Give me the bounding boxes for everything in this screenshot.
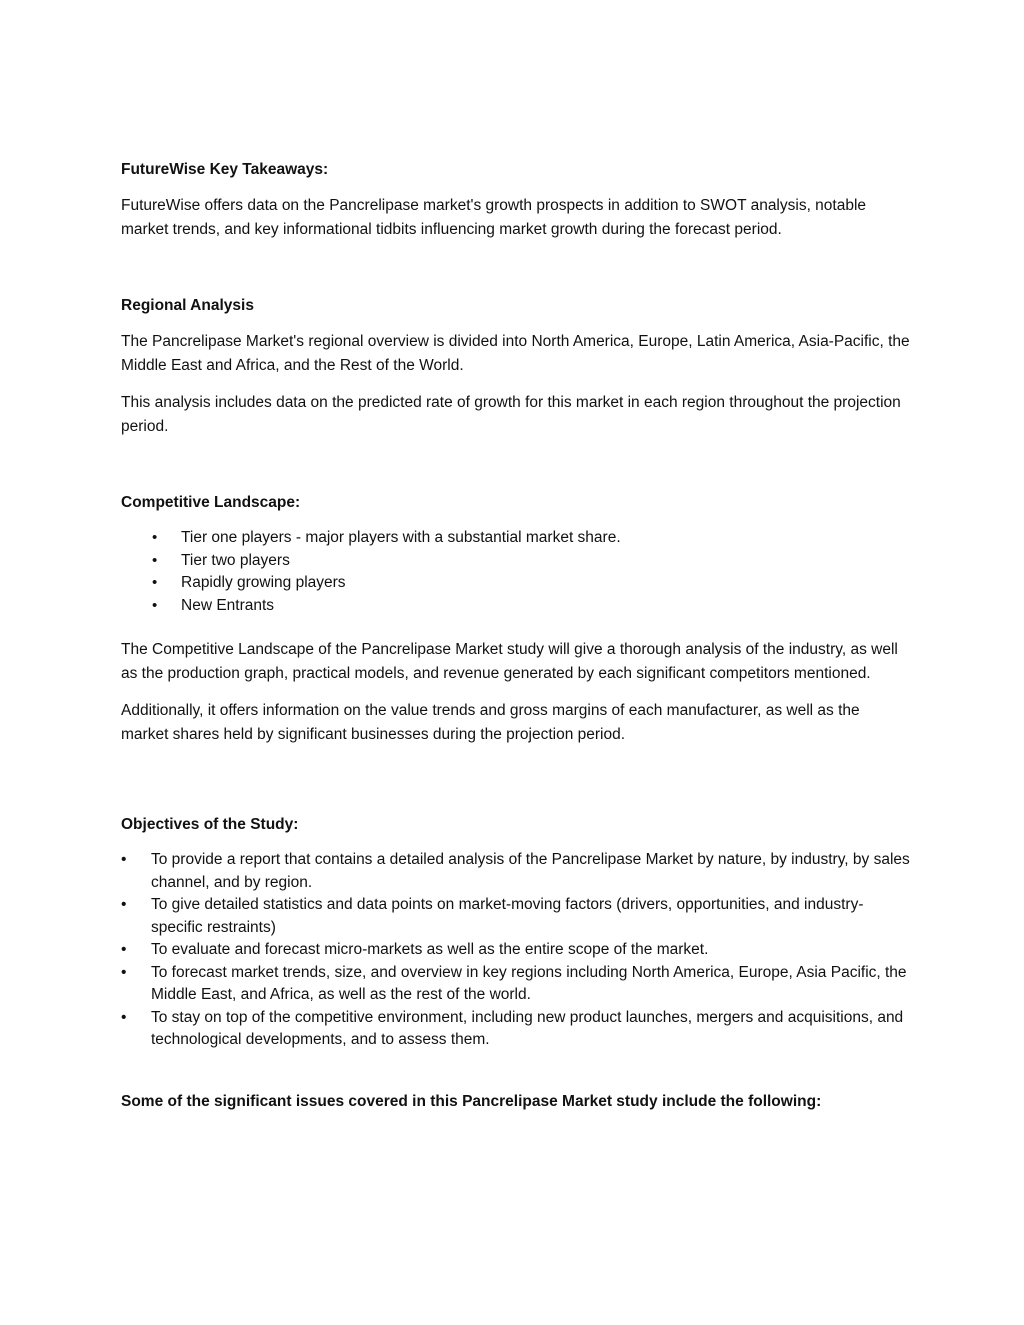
- list-item-text: To provide a report that contains a detailed analysis of the Pancrelipase Market by nature, by industry, by sales channel, and by region.: [151, 851, 910, 891]
- regional-paragraph-1: The Pancrelipase Market's regional overview is divided into North America, Europe, Latin America, Asia-Pacific, the Middle East and Africa, and the Rest of the World.: [121, 333, 910, 374]
- bullet-icon: •: [152, 551, 158, 569]
- competitive-paragraph-1: The Competitive Landscape of the Pancrelipase Market study will give a thorough analysis of the industry, as well as the production graph, practical models, and revenue generated by each significant competitors mentioned.: [121, 641, 898, 682]
- list-item-text: Tier two players: [181, 551, 290, 569]
- list-item-text: To stay on top of the competitive environment, including new product launches, mergers and acquisitions, and technological developments, and to assess them.: [151, 1008, 904, 1048]
- list-item-text: New Entrants: [181, 596, 275, 614]
- list-item: [121, 1007, 911, 1052]
- bullet-icon: •: [121, 963, 127, 981]
- list-item: [121, 595, 911, 618]
- list-item: [121, 527, 911, 550]
- bullet-icon: •: [121, 851, 127, 868]
- competitive-paragraph-2: Additionally, it offers information on the value trends and gross margins of each manufacturer, as well as the market shares held by significant businesses during the projection period.: [121, 702, 860, 743]
- document-page: [121, 158, 911, 1126]
- list-item-text: To evaluate and forecast micro-markets as well as the entire scope of the market.: [151, 941, 709, 958]
- objectives-heading: Objectives of the Study:: [121, 816, 299, 833]
- spacer: [121, 617, 911, 638]
- bullet-icon: •: [152, 529, 158, 546]
- spacer: [121, 1052, 911, 1090]
- list-item-text: To forecast market trends, size, and overview in key regions including North America, Europe, Asia Pacific, the Middle East, and Africa, as well as the rest of the world.: [151, 963, 907, 1003]
- list-item: [121, 939, 911, 962]
- regional-paragraph-2: This analysis includes data on the predicted rate of growth for this market in each region throughout the projection period.: [121, 394, 901, 435]
- list-item: [121, 572, 911, 595]
- list-item-text: Rapidly growing players: [181, 574, 346, 591]
- issues-heading: Some of the significant issues covered in this Pancrelipase Market study include the following:: [121, 1092, 822, 1110]
- spacer: [121, 255, 911, 294]
- objectives-list: [121, 849, 911, 1052]
- bullet-icon: •: [152, 574, 158, 591]
- competitive-tier-list: [121, 527, 911, 617]
- bullet-icon: •: [121, 941, 127, 958]
- list-item: [121, 894, 911, 939]
- list-item: [121, 550, 911, 573]
- bullet-icon: •: [152, 596, 158, 614]
- bullet-icon: •: [121, 896, 127, 913]
- list-item-text: To give detailed statistics and data points on market-moving factors (drivers, opportunities, and industry-specific restraints): [151, 896, 864, 936]
- spacer: [121, 452, 911, 491]
- spacer: [121, 760, 911, 813]
- bullet-icon: •: [121, 1008, 127, 1026]
- takeaways-heading: FutureWise Key Takeaways:: [121, 161, 329, 178]
- list-item-text: Tier one players - major players with a substantial market share.: [181, 529, 621, 546]
- list-item: [121, 962, 911, 1007]
- competitive-heading: Competitive Landscape:: [121, 494, 301, 511]
- regional-heading: Regional Analysis: [121, 297, 254, 314]
- list-item: [121, 849, 911, 894]
- takeaways-paragraph: FutureWise offers data on the Pancrelipase market's growth prospects in addition to SWOT analysis, notable market trends, and key informational tidbits influencing market growth during the forecast period.: [121, 197, 867, 238]
